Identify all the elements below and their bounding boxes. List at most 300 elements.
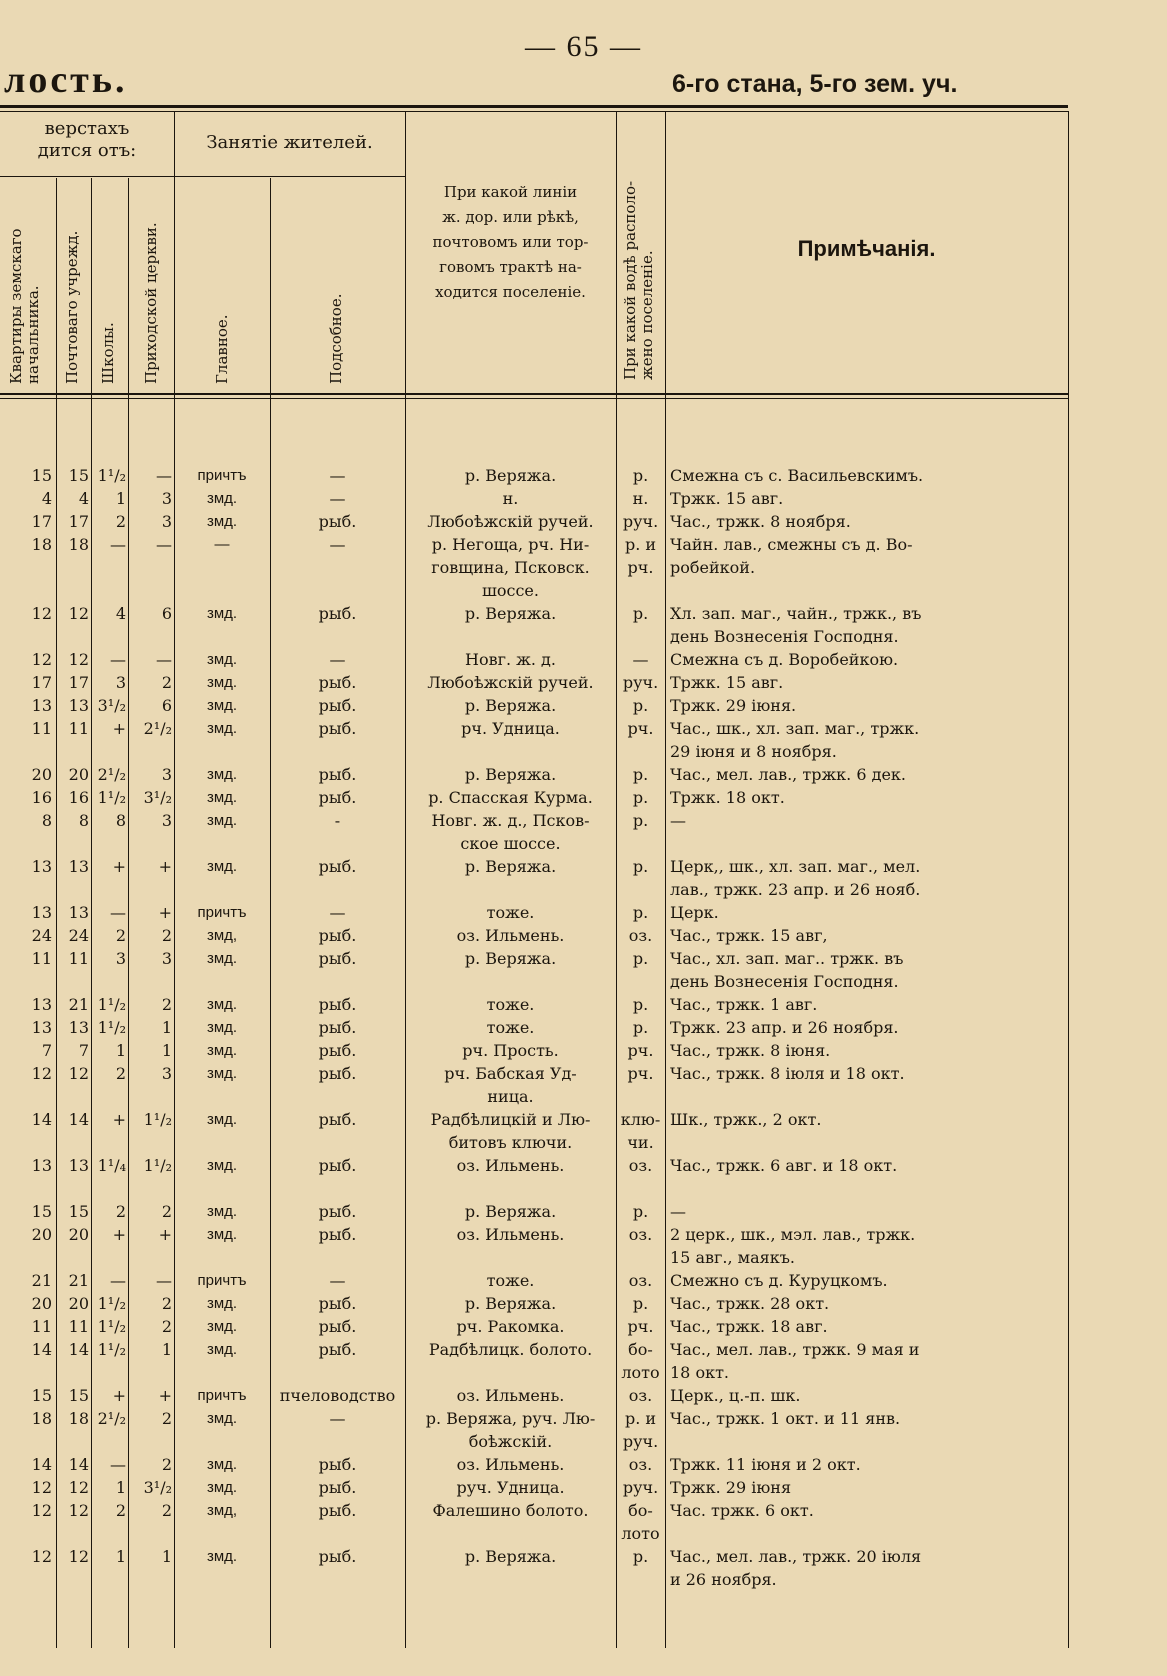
cell-note: Час., тржк. 28 окт. — [670, 1294, 830, 1313]
cell-s: 1¹/₂ — [97, 1317, 126, 1336]
cell-main: змд. — [206, 950, 238, 967]
header-post: Почтоваго учрежд. — [63, 230, 81, 384]
cell-q: 8 — [41, 811, 52, 830]
header-left-fragment: лость. — [4, 59, 128, 101]
cell-line: р. Веряжа. — [464, 949, 557, 968]
cell-note: Час., шк., хл. зап. маг., тржк. 29 іюня и 8 ноября. — [670, 719, 920, 761]
header-aux: Подсобное. — [327, 293, 345, 384]
header-main: Главное. — [213, 314, 231, 384]
cell-s: + — [112, 1386, 126, 1405]
cell-line: р. Веряжа. — [464, 857, 557, 876]
cell-water: оз. — [628, 1156, 653, 1175]
cell-note: Чайн. лав., смежны съ д. Во- робейкой. — [670, 535, 913, 577]
header-line: При какой линіи ж. дор. или рѣкѣ, почтовомъ или тор- говомъ трактѣ на- ходится поселеніе. — [432, 183, 589, 301]
cell-p: 11 — [68, 719, 89, 738]
cell-s: 2 — [115, 512, 126, 531]
cell-p: 11 — [68, 1317, 89, 1336]
cell-line: оз. Ильмень. — [456, 1156, 565, 1175]
cell-line: Новг. ж. д., Псков- ское шоссе. — [431, 811, 590, 853]
cell-q: 12 — [31, 1478, 52, 1497]
page-number: — 65 — — [525, 30, 642, 63]
cell-s: 3 — [115, 949, 126, 968]
cell-s: 1 — [115, 1547, 126, 1566]
cell-water: р. — [632, 857, 649, 876]
cell-c: 3 — [161, 949, 172, 968]
cell-c: — — [156, 1271, 172, 1290]
cell-line: р. Веряжа. — [464, 604, 557, 623]
cell-water: оз. — [628, 1271, 653, 1290]
cell-water: р. — [632, 903, 649, 922]
cell-note: Час., тржк. 15 авг, — [670, 926, 828, 945]
cell-aux: рыб. — [318, 995, 357, 1014]
cell-p: 12 — [68, 650, 89, 669]
cell-s: 1 — [115, 1478, 126, 1497]
cell-p: 17 — [68, 673, 89, 692]
cell-water: р. и руч. — [622, 1409, 659, 1451]
cell-s: 2¹/₂ — [97, 765, 126, 784]
cell-s: 1 — [115, 1041, 126, 1060]
cell-q: 11 — [31, 949, 52, 968]
cell-aux: рыб. — [318, 1225, 357, 1244]
cell-note: Час., хл. зап. маг.. тржк. въ день Вознесенія Господня. — [670, 949, 904, 991]
cell-line: рч. Бабская Уд- ница. — [444, 1064, 577, 1106]
cell-p: 12 — [68, 1064, 89, 1083]
cell-p: 12 — [68, 1478, 89, 1497]
cell-c: — — [156, 466, 172, 485]
cell-line: р. Негоща, рч. Ни- говщина, Псковск. шоссе. — [431, 535, 590, 600]
cell-main: змд. — [206, 766, 238, 783]
cell-q: 14 — [31, 1340, 52, 1359]
cell-aux: рыб. — [318, 1455, 357, 1474]
cell-p: 20 — [68, 1294, 89, 1313]
cell-line: тоже. — [486, 903, 535, 922]
cell-main: змд. — [206, 1548, 238, 1565]
cell-note: Час., тржк. 8 ноября. — [670, 512, 851, 531]
cell-aux: рыб. — [318, 1110, 357, 1129]
cell-water: р. — [632, 696, 649, 715]
cell-water: н. — [632, 489, 649, 508]
cell-line: н. — [502, 489, 519, 508]
cell-main: змд. — [206, 1157, 238, 1174]
cell-s: — — [110, 903, 126, 922]
cell-q: 20 — [31, 1294, 52, 1313]
cell-line: тоже. — [486, 1271, 535, 1290]
cell-p: 24 — [68, 926, 89, 945]
cell-line: р. Веряжа, руч. Лю- боѣжскій. — [425, 1409, 596, 1451]
cell-p: 4 — [78, 489, 89, 508]
cell-main: змд. — [206, 858, 238, 875]
cell-water: рч. — [627, 1317, 654, 1336]
cell-s: + — [112, 719, 126, 738]
cell-p: 12 — [68, 1501, 89, 1520]
cell-line: тоже. — [486, 1018, 535, 1037]
cell-main: змд. — [206, 651, 238, 668]
cell-aux: рыб. — [318, 1041, 357, 1060]
cell-note: Час., тржк. 1 авг. — [670, 995, 818, 1014]
cell-line: Любоѣжскій ручей. — [427, 673, 594, 692]
cell-note: Тржк. 18 окт. — [670, 788, 785, 807]
top-rule-thin — [0, 111, 1068, 112]
cell-main: змд. — [206, 789, 238, 806]
cell-note: Час., тржк. 8 іюня. — [670, 1041, 831, 1060]
cell-c: 1 — [161, 1041, 172, 1060]
cell-main: змд. — [206, 513, 238, 530]
cell-p: 8 — [78, 811, 89, 830]
cell-q: 13 — [31, 903, 52, 922]
cell-c: 1¹/₂ — [143, 1156, 172, 1175]
cell-q: 20 — [31, 765, 52, 784]
cell-water: р. — [632, 811, 649, 830]
cell-s: 2¹/₂ — [97, 1409, 126, 1428]
cell-q: 17 — [31, 673, 52, 692]
cell-aux: рыб. — [318, 604, 357, 623]
cell-c: 2 — [161, 926, 172, 945]
cell-q: 13 — [31, 995, 52, 1014]
cell-note: — — [670, 1202, 686, 1221]
cell-q: 15 — [31, 1386, 52, 1405]
cell-water: оз. — [628, 926, 653, 945]
cell-s: 8 — [115, 811, 126, 830]
cell-water: бо- лото — [621, 1501, 660, 1543]
cell-s: + — [112, 1225, 126, 1244]
cell-s: 4 — [115, 604, 126, 623]
cell-c: 2 — [161, 995, 172, 1014]
header-quarters: Квартиры земскаго начальника. — [7, 228, 42, 384]
cell-note: Смежно съ д. Куруцкомъ. — [670, 1271, 888, 1290]
cell-c: — — [156, 535, 172, 554]
cell-q: 12 — [31, 650, 52, 669]
cell-note: Смежна съ с. Васильевскимъ. — [670, 466, 924, 485]
cell-s: 1¹/₂ — [97, 995, 126, 1014]
cell-p: 13 — [68, 903, 89, 922]
cell-note: Час., тржк. 6 авг. и 18 окт. — [670, 1156, 898, 1175]
cell-note: Час., мел. лав., тржк. 6 дек. — [670, 765, 906, 784]
cell-line: Новг. ж. д. — [465, 650, 556, 669]
cell-water: руч. — [622, 673, 659, 692]
cell-q: 15 — [31, 1202, 52, 1221]
group-occupation-header: Занятіе жителей. — [206, 132, 373, 153]
cell-main: причтъ — [197, 467, 247, 484]
cell-water: р. — [632, 1018, 649, 1037]
cell-aux: рыб. — [318, 1202, 357, 1221]
cell-main: змд. — [206, 812, 238, 829]
cell-main: змд. — [206, 1042, 238, 1059]
cell-line: р. Веряжа. — [464, 1294, 557, 1313]
cell-p: 14 — [68, 1455, 89, 1474]
cell-water: р. — [632, 1202, 649, 1221]
cell-note: Час., тржк. 1 окт. и 11 янв. — [670, 1409, 901, 1428]
cell-c: 2 — [161, 1202, 172, 1221]
cell-p: 20 — [68, 765, 89, 784]
cell-aux: рыб. — [318, 1156, 357, 1175]
cell-p: 15 — [68, 1386, 89, 1405]
cell-aux: рыб. — [318, 696, 357, 715]
cell-water: клю- чи. — [620, 1110, 661, 1152]
cell-aux: — — [329, 466, 346, 485]
cell-main: причтъ — [197, 904, 247, 921]
cell-note: Час., мел. лав., тржк. 9 мая и 18 окт. — [670, 1340, 920, 1382]
cell-s: 2 — [115, 1501, 126, 1520]
cell-c: 6 — [161, 696, 172, 715]
cell-main: змд, — [206, 1502, 238, 1519]
header-right-title: 6-го стана, 5-го зем. уч. — [672, 70, 958, 98]
cell-s: — — [110, 650, 126, 669]
cell-c: 2 — [161, 1455, 172, 1474]
cell-note: Тржк. 29 іюня. — [670, 696, 797, 715]
cell-aux: рыб. — [318, 719, 357, 738]
cell-line: оз. Ильмень. — [456, 1455, 565, 1474]
cell-main: змд. — [206, 1203, 238, 1220]
header-bottom-rule-thin — [0, 398, 1068, 399]
cell-line: рч. Удница. — [461, 719, 560, 738]
cell-aux: — — [329, 535, 346, 554]
cell-note: Хл. зап. маг., чайн., тржк., въ день Вознесенія Господня. — [670, 604, 922, 646]
cell-note: — — [670, 811, 686, 830]
cell-p: 15 — [68, 1202, 89, 1221]
cell-q: 11 — [31, 1317, 52, 1336]
cell-p: 13 — [68, 857, 89, 876]
cell-main: змд. — [206, 605, 238, 622]
cell-aux: рыб. — [318, 926, 357, 945]
cell-note: Час., мел. лав., тржк. 20 іюля и 26 ноября. — [670, 1547, 922, 1589]
cell-s: + — [112, 1110, 126, 1129]
cell-p: 14 — [68, 1340, 89, 1359]
cell-c: 1 — [161, 1018, 172, 1037]
cell-note: Церк., ц.-п. шк. — [670, 1386, 801, 1405]
cell-aux: рыб. — [318, 1317, 357, 1336]
cell-c: 6 — [161, 604, 172, 623]
cell-p: 21 — [68, 1271, 89, 1290]
cell-main: змд, — [206, 927, 238, 944]
cell-s: 2 — [115, 1202, 126, 1221]
cell-line: р. Спасская Курма. — [428, 788, 593, 807]
cell-note: Час., тржк. 18 авг. — [670, 1317, 828, 1336]
cell-water: р. — [632, 604, 649, 623]
cell-q: 12 — [31, 1547, 52, 1566]
cell-note: Церк,, шк., хл. зап. маг., мел. лав., тржк. 23 апр. и 26 нояб. — [670, 857, 921, 899]
cell-water: р. — [632, 466, 649, 485]
cell-note: Тржк. 29 іюня — [670, 1478, 792, 1497]
cell-p: 20 — [68, 1225, 89, 1244]
cell-note: Церк. — [670, 903, 719, 922]
cell-q: 14 — [31, 1455, 52, 1474]
cell-q: 24 — [31, 926, 52, 945]
cell-main: змд. — [206, 1456, 238, 1473]
cell-water: рч. — [627, 1041, 654, 1060]
cell-water: р. — [632, 1294, 649, 1313]
cell-line: рч. Прость. — [462, 1041, 559, 1060]
cell-s: 3¹/₂ — [97, 696, 126, 715]
cell-q: 21 — [31, 1271, 52, 1290]
cell-q: 12 — [31, 1064, 52, 1083]
cell-p: 14 — [68, 1110, 89, 1129]
cell-line: р. Веряжа. — [464, 696, 557, 715]
cell-line: оз. Ильмень. — [456, 1386, 565, 1405]
group-distance-header: верстахъ дится отъ: — [37, 118, 137, 161]
cell-main: — — [214, 536, 230, 553]
header-church: Приходской церкви. — [142, 222, 160, 384]
cell-line: тоже. — [486, 995, 535, 1014]
cell-main: змд. — [206, 1341, 238, 1358]
cell-line: Фалешино болото. — [432, 1501, 589, 1520]
cell-main: змд. — [206, 1019, 238, 1036]
cell-water: руч. — [622, 1478, 659, 1497]
cell-p: 21 — [68, 995, 89, 1014]
cell-s: — — [110, 1455, 126, 1474]
group-underline — [174, 176, 405, 177]
cell-q: 18 — [31, 535, 52, 554]
cell-s: 2 — [115, 1064, 126, 1083]
cell-water: рч. — [627, 719, 654, 738]
cell-water: бо- лото — [621, 1340, 660, 1382]
cell-main: змд. — [206, 996, 238, 1013]
cell-q: 12 — [31, 1501, 52, 1520]
cell-main: змд. — [206, 1295, 238, 1312]
cell-c: 2 — [161, 1409, 172, 1428]
cell-s: — — [110, 1271, 126, 1290]
cell-p: 12 — [68, 604, 89, 623]
cell-c: + — [158, 857, 172, 876]
cell-line: рч. Ракомка. — [456, 1317, 565, 1336]
header-notes: Примѣчанія. — [797, 236, 936, 261]
cell-note: Час., тржк. 8 іюля и 18 окт. — [670, 1064, 905, 1083]
cell-main: змд. — [206, 720, 238, 737]
cell-water: р. — [632, 1547, 649, 1566]
cell-q: 12 — [31, 604, 52, 623]
cell-aux: — — [329, 1271, 346, 1290]
cell-aux: — — [329, 650, 346, 669]
col-divider — [405, 111, 406, 1648]
col-divider — [1068, 111, 1069, 1648]
cell-c: 1 — [161, 1340, 172, 1359]
cell-s: — — [110, 535, 126, 554]
cell-line: р. Веряжа. — [464, 466, 557, 485]
cell-line: Радбѣлицкій и Лю- битовъ ключи. — [430, 1110, 591, 1152]
cell-s: 1¹/₂ — [97, 788, 126, 807]
cell-water: р. — [632, 765, 649, 784]
cell-main: змд. — [206, 1226, 238, 1243]
cell-p: 12 — [68, 1547, 89, 1566]
cell-main: змд. — [206, 1111, 238, 1128]
cell-aux: рыб. — [318, 788, 357, 807]
cell-c: + — [158, 1225, 172, 1244]
cell-p: 13 — [68, 1156, 89, 1175]
cell-c: + — [158, 903, 172, 922]
cell-main: змд. — [206, 1318, 238, 1335]
cell-p: 13 — [68, 1018, 89, 1037]
cell-aux: рыб. — [318, 673, 357, 692]
cell-main: змд. — [206, 1410, 238, 1427]
cell-s: 1¹/₂ — [97, 466, 126, 485]
cell-c: 3¹/₂ — [143, 1478, 172, 1497]
cell-water: рч. — [627, 1064, 654, 1083]
cell-c: 2 — [161, 673, 172, 692]
cell-line: руч. Удница. — [456, 1478, 565, 1497]
group-underline — [0, 176, 174, 177]
cell-line: оз. Ильмень. — [456, 1225, 565, 1244]
cell-aux: рыб. — [318, 1294, 357, 1313]
cell-water: оз. — [628, 1455, 653, 1474]
cell-q: 11 — [31, 719, 52, 738]
cell-p: 13 — [68, 696, 89, 715]
cell-q: 13 — [31, 1156, 52, 1175]
cell-aux: - — [334, 811, 341, 830]
cell-s: 3 — [115, 673, 126, 692]
cell-aux: — — [329, 489, 346, 508]
cell-s: 1 — [115, 489, 126, 508]
cell-water: — — [632, 650, 649, 669]
cell-note: Тржк. 15 авг. — [670, 673, 784, 692]
cell-aux: рыб. — [318, 949, 357, 968]
cell-q: 4 — [41, 489, 52, 508]
cell-aux: рыб. — [318, 512, 357, 531]
cell-p: 18 — [68, 1409, 89, 1428]
cell-q: 17 — [31, 512, 52, 531]
cell-c: + — [158, 1386, 172, 1405]
cell-c: 3 — [161, 811, 172, 830]
header-water: При какой водѣ располо- жено поселеніе. — [621, 180, 656, 380]
cell-s: 2 — [115, 926, 126, 945]
cell-main: змд. — [206, 490, 238, 507]
cell-c: 3 — [161, 765, 172, 784]
cell-aux: пчеловодство — [279, 1386, 396, 1405]
cell-main: причтъ — [197, 1387, 247, 1404]
cell-c: 2 — [161, 1294, 172, 1313]
cell-c: 3 — [161, 489, 172, 508]
cell-s: 1¹/₂ — [97, 1340, 126, 1359]
cell-note: Смежна съ д. Воробейкою. — [670, 650, 899, 669]
cell-water: руч. — [622, 512, 659, 531]
cell-p: 15 — [68, 466, 89, 485]
cell-q: 15 — [31, 466, 52, 485]
cell-q: 18 — [31, 1409, 52, 1428]
cell-aux: рыб. — [318, 857, 357, 876]
cell-water: р. и рч. — [624, 535, 657, 577]
cell-line: р. Веряжа. — [464, 1202, 557, 1221]
col-divider — [665, 111, 666, 1648]
cell-aux: рыб. — [318, 1478, 357, 1497]
cell-water: оз. — [628, 1225, 653, 1244]
cell-c: 2¹/₂ — [143, 719, 172, 738]
cell-aux: рыб. — [318, 1064, 357, 1083]
cell-c: 3 — [161, 512, 172, 531]
cell-line: р. Веряжа. — [464, 765, 557, 784]
cell-c: 2 — [161, 1501, 172, 1520]
cell-note: Тржк. 15 авг. — [670, 489, 784, 508]
cell-c: 3¹/₂ — [143, 788, 172, 807]
cell-q: 13 — [31, 857, 52, 876]
cell-c: 3 — [161, 1064, 172, 1083]
cell-p: 7 — [78, 1041, 89, 1060]
cell-water: р. — [632, 949, 649, 968]
cell-s: 1¹/₄ — [97, 1156, 126, 1175]
cell-aux: рыб. — [318, 765, 357, 784]
cell-s: 1¹/₂ — [97, 1294, 126, 1313]
cell-aux: — — [329, 903, 346, 922]
cell-note: 2 церк., шк., мэл. лав., тржк. 15 авг., маякъ. — [670, 1225, 916, 1267]
cell-line: р. Веряжа. — [464, 1547, 557, 1566]
cell-c: 1¹/₂ — [143, 1110, 172, 1129]
cell-water: р. — [632, 995, 649, 1014]
header-school: Школы. — [99, 322, 117, 384]
top-rule — [0, 105, 1068, 108]
cell-s: 1¹/₂ — [97, 1018, 126, 1037]
cell-c: 1 — [161, 1547, 172, 1566]
cell-q: 20 — [31, 1225, 52, 1244]
cell-main: змд. — [206, 1065, 238, 1082]
cell-p: 16 — [68, 788, 89, 807]
cell-note: Тржк. 23 апр. и 26 ноября. — [670, 1018, 899, 1037]
